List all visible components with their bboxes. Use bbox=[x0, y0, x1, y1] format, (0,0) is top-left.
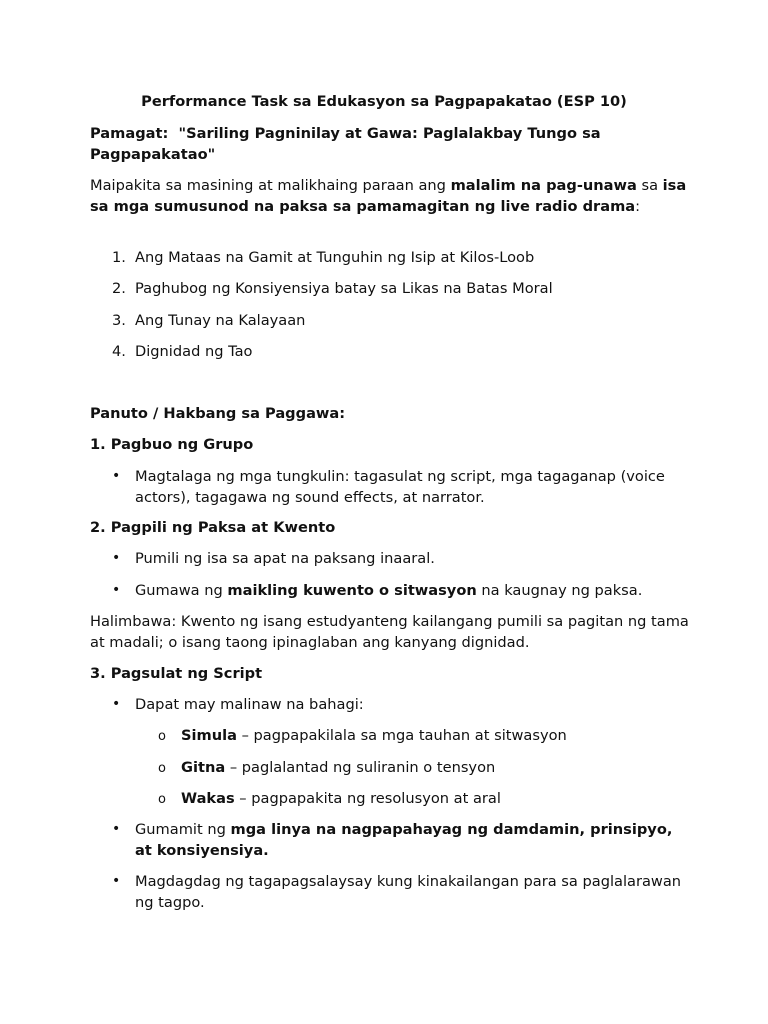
sub-bullet-glyph: o bbox=[158, 729, 166, 744]
bullet-glyph: • bbox=[112, 821, 121, 837]
intro-paragraph bbox=[90, 175, 690, 217]
step2-bullet-2-bold: maikling kuwento o sitwasyon bbox=[227, 582, 477, 599]
part-label: Simula bbox=[181, 727, 237, 744]
step2-bullet-2-text-2: na kaugnay ng paksa. bbox=[476, 582, 643, 599]
script-part-simula bbox=[181, 725, 681, 746]
topic-number: 4. bbox=[112, 343, 126, 360]
topic-item: Ang Tunay na Kalayaan bbox=[135, 312, 306, 329]
pamagat-line bbox=[90, 123, 690, 165]
bullet-glyph: • bbox=[112, 873, 121, 889]
step3-bullet-3: Magdagdag ng tagapagsalaysay kung kinakailangan para sa paglalarawan ng tagpo. bbox=[135, 873, 682, 911]
step1-bullet: Magtalaga ng mga tungkulin: tagasulat ng script, mga tagaganap (voice actors), tagagawa ng sound effects, at narrator. bbox=[135, 468, 665, 506]
part-description: – paglalantad ng suliranin o tensyon bbox=[225, 759, 496, 776]
sub-bullet-glyph: o bbox=[158, 792, 166, 807]
part-description: – pagpapakilala sa mga tauhan at sitwasyon bbox=[236, 727, 567, 744]
script-part-gitna bbox=[181, 757, 681, 778]
bullet-glyph: • bbox=[112, 582, 121, 598]
intro-text-3: : bbox=[635, 198, 641, 215]
topic-item: Ang Mataas na Gamit at Tunguhin ng Isip at Kilos-Loob bbox=[135, 249, 535, 266]
topic-item: Paghubog ng Konsiyensiya batay sa Likas na Batas Moral bbox=[135, 280, 553, 297]
step3-bullet-2-bold: mga linya na nagpapahayag ng damdamin, prinsipyo, at konsiyensiya. bbox=[135, 821, 673, 859]
halimbawa-paragraph: Halimbawa: Kwento ng isang estudyanteng kailangang pumili sa pagitan ng tama at madali; o isang taong ipinaglaban ang kanyang dignidad. bbox=[90, 613, 689, 651]
topic-item: Dignidad ng Tao bbox=[135, 343, 253, 360]
step2-heading: 2. Pagpili ng Paksa at Kwento bbox=[90, 519, 336, 536]
topic-number: 2. bbox=[112, 280, 126, 297]
step3-bullet-1: Dapat may malinaw na bahagi: bbox=[135, 696, 364, 713]
bullet-glyph: • bbox=[112, 468, 121, 484]
step1-heading: 1. Pagbuo ng Grupo bbox=[90, 436, 254, 453]
script-part-wakas bbox=[181, 788, 681, 809]
intro-bold-1: malalim na pag-unawa bbox=[450, 177, 637, 194]
step2-bullet-1: Pumili ng isa sa apat na paksang inaaral. bbox=[135, 550, 435, 567]
intro-text-2: sa bbox=[636, 177, 663, 194]
intro-bold-2: isa sa mga sumusunod na paksa sa pamamagitan ng live radio drama bbox=[90, 177, 687, 215]
bullet-glyph: • bbox=[112, 550, 121, 566]
part-label: Wakas bbox=[181, 790, 235, 807]
part-label: Gitna bbox=[181, 759, 226, 776]
panuto-heading: Panuto / Hakbang sa Paggawa: bbox=[90, 405, 346, 422]
part-description: – pagpapakita ng resolusyon at aral bbox=[234, 790, 501, 807]
topic-number: 3. bbox=[112, 312, 126, 329]
pamagat-value: "Sariling Pagninilay at Gawa: Paglalakbay Tungo sa Pagpapakatao" bbox=[90, 125, 601, 163]
step2-bullet-2 bbox=[135, 580, 690, 601]
step3-heading: 3. Pagsulat ng Script bbox=[90, 665, 263, 682]
sub-bullet-glyph: o bbox=[158, 761, 166, 776]
bullet-glyph: • bbox=[112, 696, 121, 712]
pamagat-label: Pamagat: bbox=[90, 125, 169, 142]
intro-text-1: Maipakita sa masining at malikhaing paraan ang bbox=[90, 177, 451, 194]
document-title: Performance Task sa Edukasyon sa Pagpapakatao (ESP 10) bbox=[141, 93, 627, 110]
step2-bullet-2-text-1: Gumawa ng bbox=[135, 582, 228, 599]
step3-bullet-2 bbox=[135, 819, 690, 861]
step3-bullet-2-text: Gumamit ng bbox=[135, 821, 231, 838]
topic-number: 1. bbox=[112, 249, 126, 266]
